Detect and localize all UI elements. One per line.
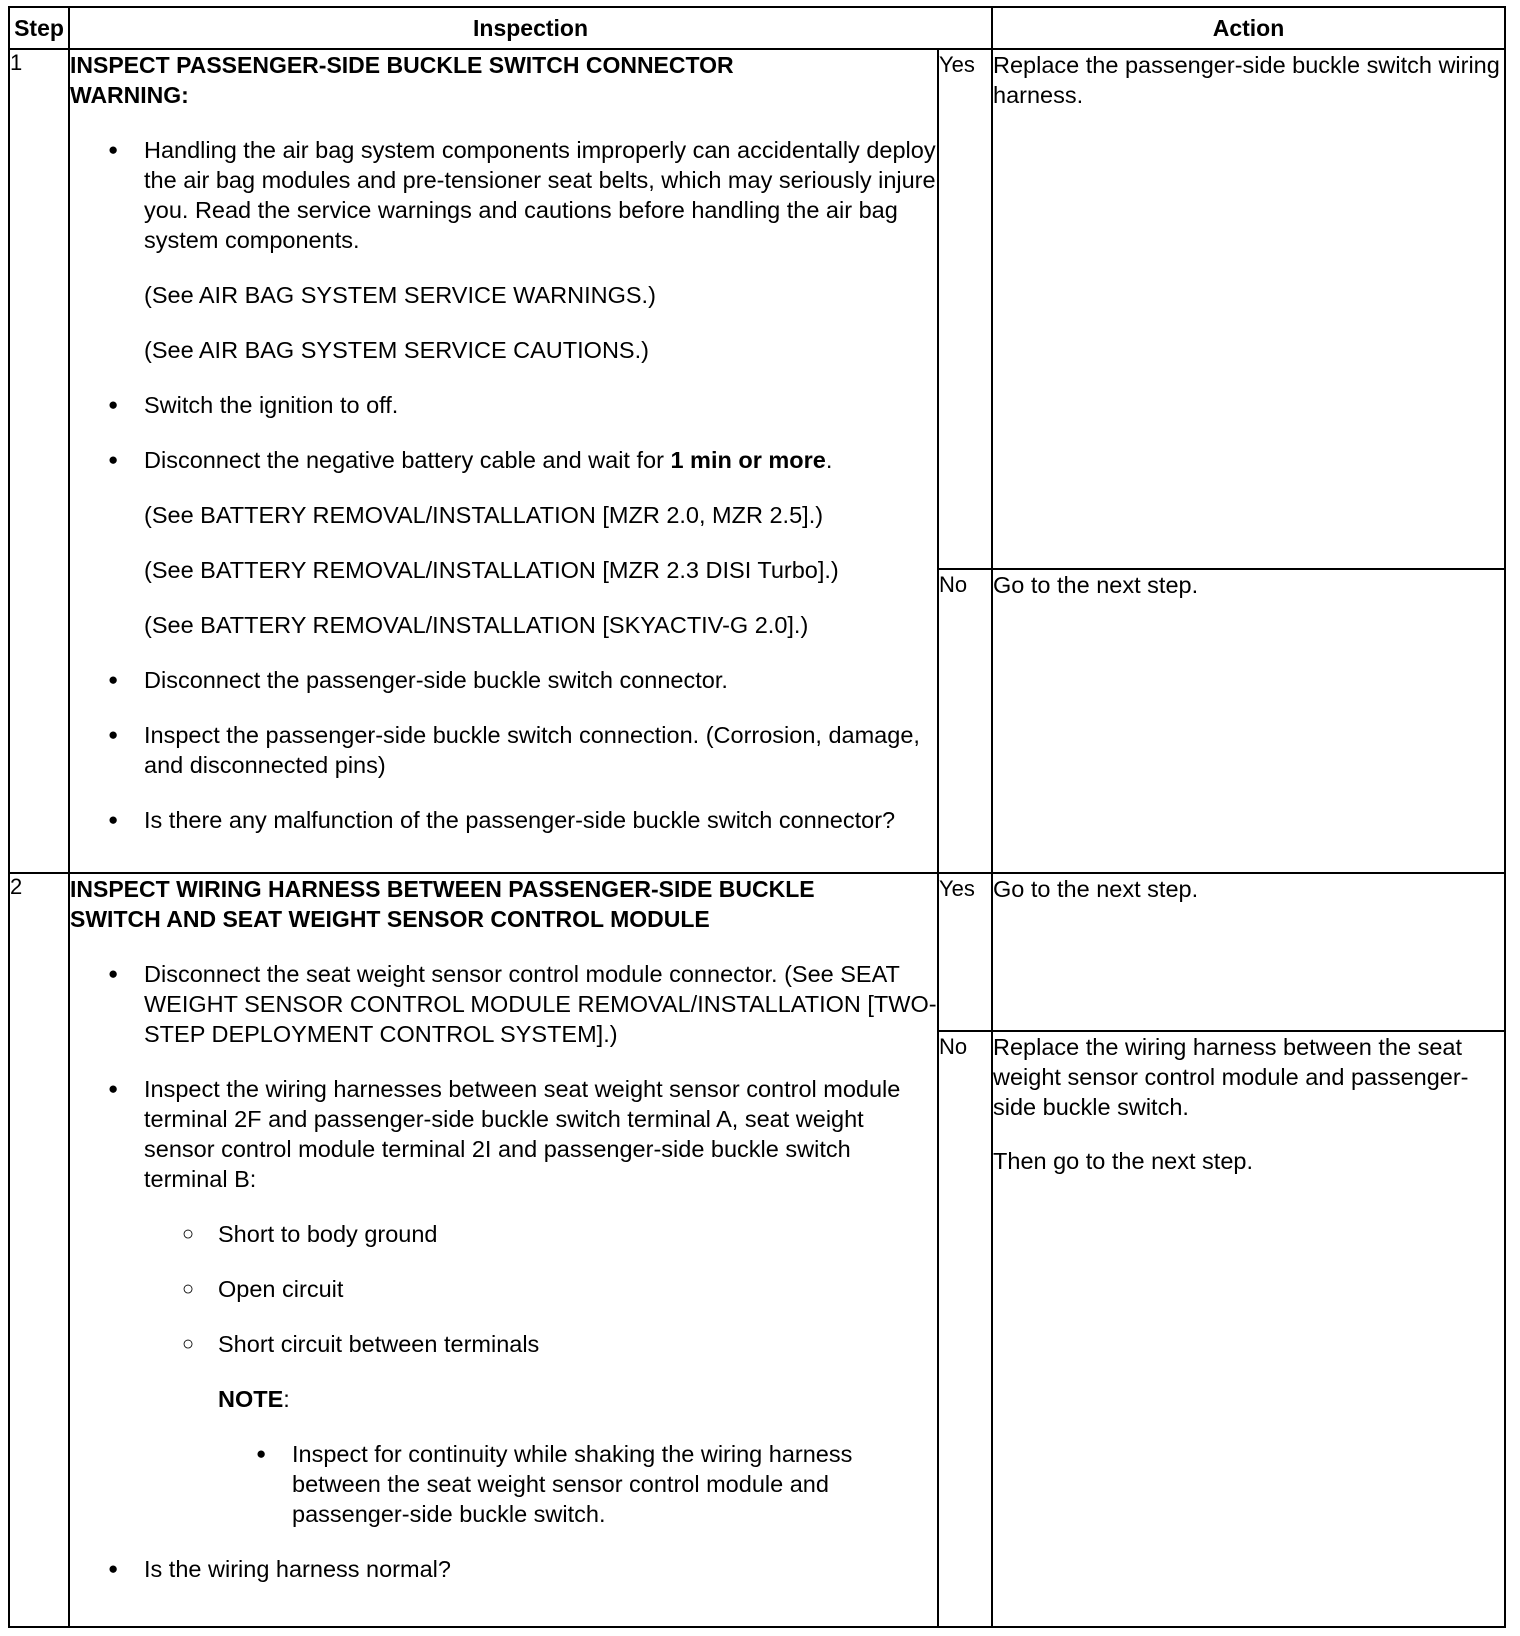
reference-text: (See AIR BAG SYSTEM SERVICE CAUTIONS.) [144,337,649,363]
list-item [144,445,937,640]
reference-text: (See BATTERY REMOVAL/INSTALLATION [MZR 2.0, MZR 2.5].) [144,502,824,528]
sub-list-item: ○ Open circuit [218,1274,937,1304]
list-item: ● Disconnect the passenger-side buckle switch connector. [144,665,937,695]
header-row [9,7,1505,49]
reference-text: (See BATTERY REMOVAL/INSTALLATION [SKYACTIV-G 2.0].) [144,612,809,638]
bullet-list [70,135,937,835]
bullet-text-end: . [825,447,833,473]
inspection-cell [69,873,938,1627]
list-item [144,135,937,365]
note-label [218,1384,937,1414]
note-list-item: ● Inspect for continuity while shaking the wiring harness between the seat weight sensor control module and passenger-side buckle switch. [292,1439,937,1529]
sub-list [144,1219,937,1359]
no-action-text: Replace the wiring harness between the seat weight sensor control module and passenger-side buckle switch. [993,1034,1469,1120]
table-row [9,873,1505,1031]
list-item: ● Is there any malfunction of the passenger-side buckle switch connector? [144,805,937,835]
no-action: Go to the next step. [992,569,1505,873]
table-row [9,49,1505,569]
bullet-text: Disconnect the negative battery cable and wait for [144,447,671,473]
reference-text: (See BATTERY REMOVAL/INSTALLATION [MZR 2.3 DISI Turbo].) [144,557,839,583]
step-number: 1 [9,49,69,873]
yes-action: Go to the next step. [992,873,1505,1031]
list-item: ● Inspect the passenger-side buckle switch connection. (Corrosion, damage, and disconnected pins) [144,720,937,780]
list-item: ● Switch the ignition to off. [144,390,937,420]
warning-label: WARNING: [70,82,189,108]
no-label: No [938,1031,992,1627]
bullet-text: ● Handling the air bag system components improperly can accidentally deploy the air bag modules and pre-tensioner seat belts, which may seriously injure you. Read the service warnings and cautions before handling the air bag system components. [144,137,936,253]
step-title-line: INSPECT PASSENGER-SIDE BUCKLE SWITCH CONNECTOR [70,52,734,78]
bullet-text: ● Inspect the wiring harnesses between seat weight sensor control module terminal 2F and passenger-side buckle switch terminal A, seat weight sensor control module terminal 2I and passenger-side buckle switch terminal B: [144,1076,901,1192]
sub-list-item: ○ Short circuit between terminals [218,1329,937,1359]
step-number: 2 [9,873,69,1627]
note-label-text: NOTE [218,1386,284,1412]
step-title [70,50,937,110]
note-colon: : [283,1386,290,1412]
no-action [992,1031,1505,1627]
sub-list-item: ○ Short to body ground [218,1219,937,1249]
no-label: No [938,569,992,873]
reference-text: (See AIR BAG SYSTEM SERVICE WARNINGS.) [144,282,656,308]
bold-duration: 1 min or more [670,447,826,473]
note-list [144,1439,937,1529]
yes-label: Yes [938,873,992,1031]
step-title [70,874,937,934]
yes-action: Replace the passenger-side buckle switch wiring harness. [992,49,1505,569]
inspection-table [8,6,1506,1628]
inspection-cell [69,49,938,873]
header-action: Action [992,7,1505,49]
header-step: Step [9,7,69,49]
bullet-list [70,959,937,1584]
yes-label: Yes [938,49,992,569]
list-item: ● Is the wiring harness normal? [144,1554,937,1584]
step-title-line: SWITCH AND SEAT WEIGHT SENSOR CONTROL MODULE [70,906,710,932]
header-inspection: Inspection [69,7,992,49]
list-item [144,1074,937,1529]
list-item: ● Disconnect the seat weight sensor control module connector. (See SEAT WEIGHT SENSOR CONTROL MODULE REMOVAL/INSTALLATION [TWO-STEP DEPLOYMENT CONTROL SYSTEM].) [144,959,937,1049]
no-action-text: Then go to the next step. [993,1148,1253,1174]
step-title-line: INSPECT WIRING HARNESS BETWEEN PASSENGER-SIDE BUCKLE [70,876,815,902]
